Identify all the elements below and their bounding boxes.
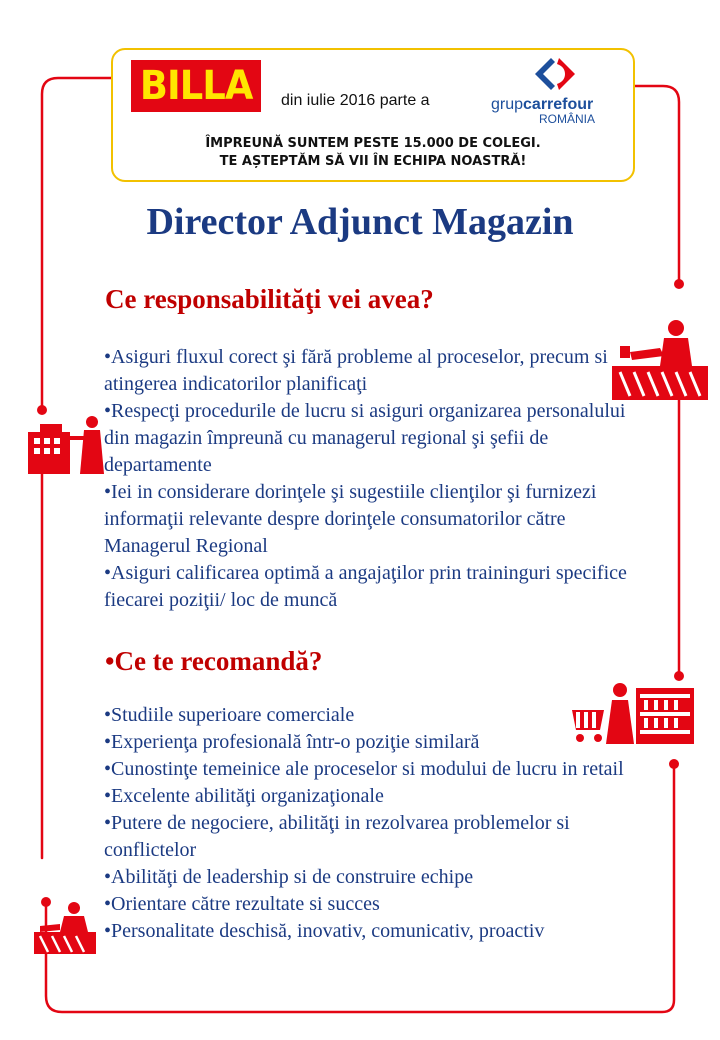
list-item: •Studiile superioare comerciale (104, 704, 355, 726)
carrefour-prefix: grup (491, 96, 524, 113)
header-banner (111, 48, 635, 182)
carrefour-mark-icon (527, 56, 583, 92)
list-item: •Asiguri fluxul corect şi fără probleme al proceselor, precum si atingerea indicatorilor planificaţi (104, 346, 608, 395)
requirements-list (104, 702, 629, 945)
cashier-icon (28, 416, 104, 474)
requirements-heading: •Ce te recomandă? (105, 646, 323, 676)
slogan-line-1: ÎMPREUNĂ SUNTEM PESTE 15.000 DE COLEGI. (205, 136, 541, 151)
join-text: din iulie 2016 parte a (281, 92, 430, 109)
list-item: •Excelente abilităţi organizaţionale (104, 785, 384, 807)
slogan-line-2: TE AȘTEPTĂM SĂ VII ÎN ECHIPA NOASTRĂ! (219, 154, 527, 169)
list-item: •Experienţa profesională într-o poziţie similară (104, 731, 480, 753)
carrefour-brand: carrefour (523, 96, 594, 113)
list-item: •Respecţi procedurile de lucru si asiguri organizarea personalului din magazin împreună cu managerul regional şi şefii de departamente (104, 400, 626, 476)
list-item: •Asiguri calificarea optimă a angajaţilor prin traininguri specifice fiecarei poziţii/ loc de muncă (104, 562, 627, 611)
carrefour-country: ROMÂNIA (539, 112, 596, 126)
responsibilities-list (104, 344, 629, 614)
list-item: •Putere de negociere, abilităţi in rezolvarea problemelor si conflictelor (104, 812, 570, 861)
billa-logo-text: BILLA (139, 63, 253, 109)
list-item: •Orientare către rezultate si succes (104, 893, 380, 915)
billa-logo (131, 60, 261, 112)
list-item: •Iei in considerare dorinţele şi sugestiile clienţilor şi furnizezi informaţii relevante despre dorinţele consumatorilor către Managerul Regional (104, 481, 597, 557)
page-title: Director Adjunct Magazin (146, 201, 574, 243)
butcher-counter-icon (34, 902, 96, 954)
carrefour-logo (491, 56, 631, 126)
list-item: •Personalitate deschisă, inovativ, comunicativ, proactiv (104, 920, 545, 942)
responsibilities-heading: Ce responsabilităţi vei avea? (105, 284, 434, 314)
list-item: •Abilităţi de leadership si de construire echipe (104, 866, 474, 888)
list-item: •Cunostinţe temeinice ale proceselor si modului de lucru in retail (104, 758, 624, 780)
